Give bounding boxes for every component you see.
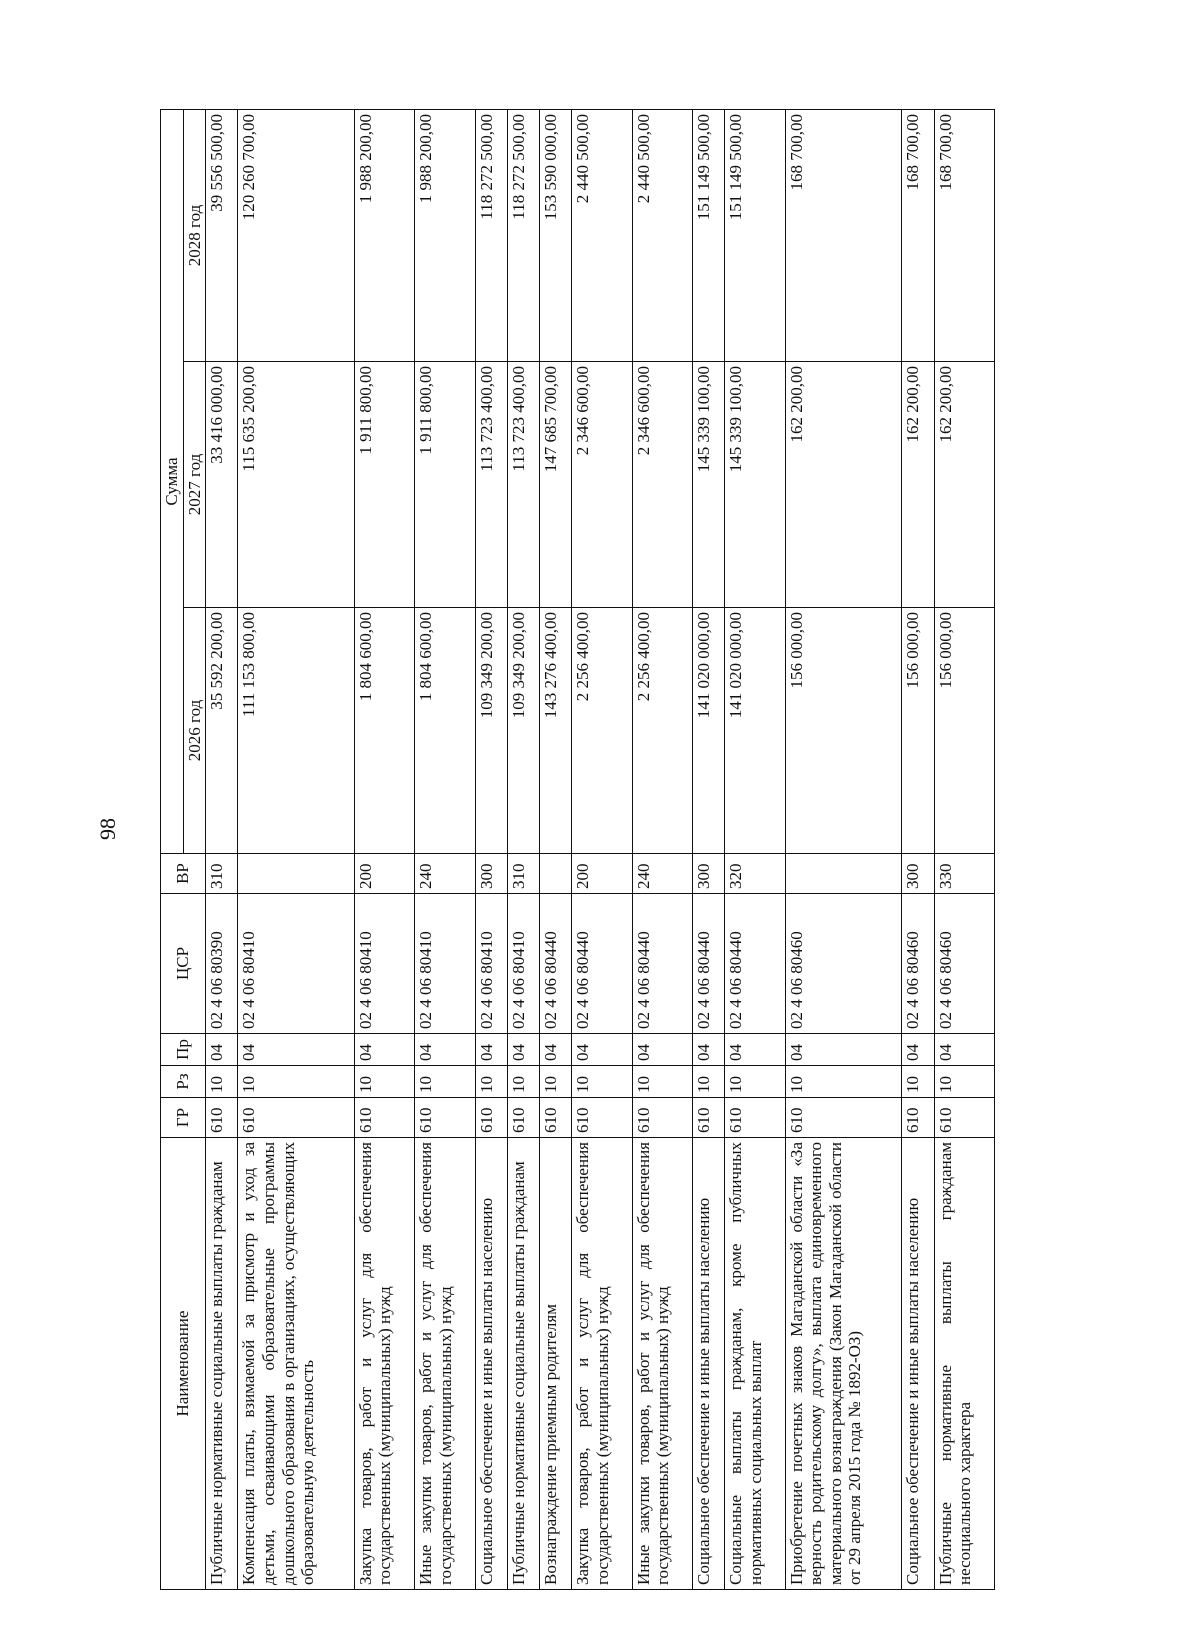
- header-sum: Сумма: [161, 110, 184, 854]
- row-rz: 10: [206, 1066, 238, 1098]
- row-name: Публичные нормативные социальные выплаты гражданам: [507, 1138, 539, 1590]
- row-name: Социальное обеспечение и иные выплаты населению: [475, 1138, 507, 1590]
- table-row: [354, 110, 414, 1590]
- row-2028: 1 988 200,00: [415, 110, 475, 362]
- row-2026: 1 804 600,00: [415, 608, 475, 854]
- row-rz: 10: [785, 1066, 901, 1098]
- row-gr: 610: [540, 1098, 572, 1138]
- row-name: Социальное обеспечение и иные выплаты населению: [902, 1138, 934, 1590]
- row-gr: 610: [475, 1098, 507, 1138]
- row-csr: 02 4 06 80410: [238, 894, 354, 1034]
- row-name: Публичные нормативные выплаты гражданам несоциального характера: [934, 1138, 995, 1590]
- row-2028: 2 440 500,00: [572, 110, 632, 362]
- row-gr: 610: [354, 1098, 414, 1138]
- row-rz: 10: [572, 1066, 632, 1098]
- row-2028: 168 700,00: [934, 110, 995, 362]
- table-row: [507, 110, 539, 1590]
- row-rz: 10: [693, 1066, 725, 1098]
- row-vr: 200: [572, 854, 632, 894]
- table-row: [902, 110, 934, 1590]
- row-2027: 162 200,00: [785, 362, 901, 608]
- row-pr: 04: [902, 1034, 934, 1066]
- row-vr: [785, 854, 901, 894]
- header-rz: Рз: [161, 1066, 206, 1098]
- row-rz: 10: [507, 1066, 539, 1098]
- row-2026: 141 020 000,00: [693, 608, 725, 854]
- rotated-page-content: [160, 110, 995, 1590]
- row-rz: 10: [354, 1066, 414, 1098]
- row-2027: 145 339 100,00: [725, 362, 785, 608]
- row-2028: 2 440 500,00: [632, 110, 692, 362]
- row-2028: 153 590 000,00: [540, 110, 572, 362]
- row-2028: 151 149 500,00: [693, 110, 725, 362]
- row-gr: 610: [934, 1098, 995, 1138]
- row-vr: 330: [934, 854, 995, 894]
- table-row: [475, 110, 507, 1590]
- row-2027: 33 416 000,00: [206, 362, 238, 608]
- row-name: Вознаграждение приемным родителям: [540, 1138, 572, 1590]
- row-2028: 118 272 500,00: [507, 110, 539, 362]
- row-gr: 610: [507, 1098, 539, 1138]
- table-row: [540, 110, 572, 1590]
- row-vr: 200: [354, 854, 414, 894]
- row-gr: 610: [206, 1098, 238, 1138]
- header-pr: Пр: [161, 1034, 206, 1066]
- row-csr: 02 4 06 80460: [934, 894, 995, 1034]
- header-2028: 2028 год: [183, 110, 206, 362]
- row-pr: 04: [415, 1034, 475, 1066]
- page-number: 98: [95, 818, 120, 840]
- row-name: Закупка товаров, работ и услуг для обеспечения государственных (муниципальных) нужд: [354, 1138, 414, 1590]
- row-2027: 162 200,00: [934, 362, 995, 608]
- row-csr: 02 4 06 80410: [475, 894, 507, 1034]
- row-vr: 300: [475, 854, 507, 894]
- row-pr: 04: [206, 1034, 238, 1066]
- row-csr: 02 4 06 80460: [902, 894, 934, 1034]
- row-pr: 04: [540, 1034, 572, 1066]
- row-pr: 04: [572, 1034, 632, 1066]
- table-row: [693, 110, 725, 1590]
- row-pr: 04: [785, 1034, 901, 1066]
- header-2027: 2027 год: [183, 362, 206, 608]
- header-gr: ГР: [161, 1098, 206, 1138]
- row-vr: [238, 854, 354, 894]
- row-2027: 1 911 800,00: [415, 362, 475, 608]
- row-csr: 02 4 06 80440: [725, 894, 785, 1034]
- row-name: Компенсация платы, взимаемой за присмотр и уход за детьми, осваивающими образовательные программы дошкольного образования в организациях, осуществляющих образовательную деятельность: [238, 1138, 354, 1590]
- row-2026: 109 349 200,00: [475, 608, 507, 854]
- row-name: Публичные нормативные социальные выплаты гражданам: [206, 1138, 238, 1590]
- row-name: Приобретение почетных знаков Магаданской области «За верность родительскому долгу», выплата единовременного материального вознаграждения (Закон Магаданской области от 29 апреля 2015 года № 1892-ОЗ): [785, 1138, 901, 1590]
- row-rz: 10: [902, 1066, 934, 1098]
- row-name: Социальное обеспечение и иные выплаты населению: [693, 1138, 725, 1590]
- row-2027: 1 911 800,00: [354, 362, 414, 608]
- row-2028: 1 988 200,00: [354, 110, 414, 362]
- row-2027: 162 200,00: [902, 362, 934, 608]
- table-row: [725, 110, 785, 1590]
- row-vr: 310: [206, 854, 238, 894]
- budget-table-body: [206, 110, 995, 1590]
- row-vr: 240: [632, 854, 692, 894]
- header-2026: 2026 год: [183, 608, 206, 854]
- row-gr: 610: [572, 1098, 632, 1138]
- table-row: [785, 110, 901, 1590]
- row-2027: 115 635 200,00: [238, 362, 354, 608]
- row-pr: 04: [934, 1034, 995, 1066]
- row-pr: 04: [632, 1034, 692, 1066]
- header-vr: ВР: [161, 854, 206, 894]
- row-2026: 156 000,00: [902, 608, 934, 854]
- row-vr: 320: [725, 854, 785, 894]
- row-2026: 2 256 400,00: [572, 608, 632, 854]
- row-name: Иные закупки товаров, работ и услуг для обеспечения государственных (муниципальных) нужд: [632, 1138, 692, 1590]
- row-gr: 610: [725, 1098, 785, 1138]
- row-csr: 02 4 06 80460: [785, 894, 901, 1034]
- row-2026: 141 020 000,00: [725, 608, 785, 854]
- budget-table: [160, 109, 995, 1590]
- row-2028: 168 700,00: [785, 110, 901, 362]
- row-vr: 300: [693, 854, 725, 894]
- row-pr: 04: [238, 1034, 354, 1066]
- row-csr: 02 4 06 80440: [540, 894, 572, 1034]
- row-csr: 02 4 06 80410: [507, 894, 539, 1034]
- row-gr: 610: [785, 1098, 901, 1138]
- row-2028: 39 556 500,00: [206, 110, 238, 362]
- row-2028: 118 272 500,00: [475, 110, 507, 362]
- row-name: Социальные выплаты гражданам, кроме публичных нормативных социальных выплат: [725, 1138, 785, 1590]
- header-row: [161, 110, 184, 1590]
- row-vr: [540, 854, 572, 894]
- row-2027: 113 723 400,00: [475, 362, 507, 608]
- table-row: [572, 110, 632, 1590]
- row-csr: 02 4 06 80390: [206, 894, 238, 1034]
- row-csr: 02 4 06 80410: [354, 894, 414, 1034]
- row-2026: 2 256 400,00: [632, 608, 692, 854]
- header-name: Наименование: [161, 1138, 206, 1590]
- row-rz: 10: [725, 1066, 785, 1098]
- row-2027: 113 723 400,00: [507, 362, 539, 608]
- row-csr: 02 4 06 80410: [415, 894, 475, 1034]
- row-pr: 04: [475, 1034, 507, 1066]
- row-2026: 156 000,00: [785, 608, 901, 854]
- row-2027: 2 346 600,00: [572, 362, 632, 608]
- row-rz: 10: [934, 1066, 995, 1098]
- row-rz: 10: [475, 1066, 507, 1098]
- row-csr: 02 4 06 80440: [572, 894, 632, 1034]
- row-vr: 310: [507, 854, 539, 894]
- row-2027: 145 339 100,00: [693, 362, 725, 608]
- table-row: [934, 110, 995, 1590]
- table-row: [415, 110, 475, 1590]
- row-2028: 168 700,00: [902, 110, 934, 362]
- row-pr: 04: [693, 1034, 725, 1066]
- row-rz: 10: [540, 1066, 572, 1098]
- row-2027: 2 346 600,00: [632, 362, 692, 608]
- row-vr: 240: [415, 854, 475, 894]
- row-gr: 610: [693, 1098, 725, 1138]
- header-csr: ЦСР: [161, 894, 206, 1034]
- row-gr: 610: [238, 1098, 354, 1138]
- row-2026: 1 804 600,00: [354, 608, 414, 854]
- row-2026: 109 349 200,00: [507, 608, 539, 854]
- row-name: Закупка товаров, работ и услуг для обеспечения государственных (муниципальных) нужд: [572, 1138, 632, 1590]
- table-row: [238, 110, 354, 1590]
- row-2026: 143 276 400,00: [540, 608, 572, 854]
- row-pr: 04: [354, 1034, 414, 1066]
- row-pr: 04: [507, 1034, 539, 1066]
- row-2026: 156 000,00: [934, 608, 995, 854]
- row-gr: 610: [415, 1098, 475, 1138]
- row-csr: 02 4 06 80440: [693, 894, 725, 1034]
- table-row: [632, 110, 692, 1590]
- row-2026: 111 153 800,00: [238, 608, 354, 854]
- row-rz: 10: [238, 1066, 354, 1098]
- table-row: [206, 110, 238, 1590]
- row-name: Иные закупки товаров, работ и услуг для обеспечения государственных (муниципальных) нужд: [415, 1138, 475, 1590]
- row-2026: 35 592 200,00: [206, 608, 238, 854]
- row-2027: 147 685 700,00: [540, 362, 572, 608]
- row-2028: 151 149 500,00: [725, 110, 785, 362]
- row-rz: 10: [632, 1066, 692, 1098]
- row-gr: 610: [902, 1098, 934, 1138]
- row-vr: 300: [902, 854, 934, 894]
- row-gr: 610: [632, 1098, 692, 1138]
- row-csr: 02 4 06 80440: [632, 894, 692, 1034]
- row-rz: 10: [415, 1066, 475, 1098]
- row-2028: 120 260 700,00: [238, 110, 354, 362]
- row-pr: 04: [725, 1034, 785, 1066]
